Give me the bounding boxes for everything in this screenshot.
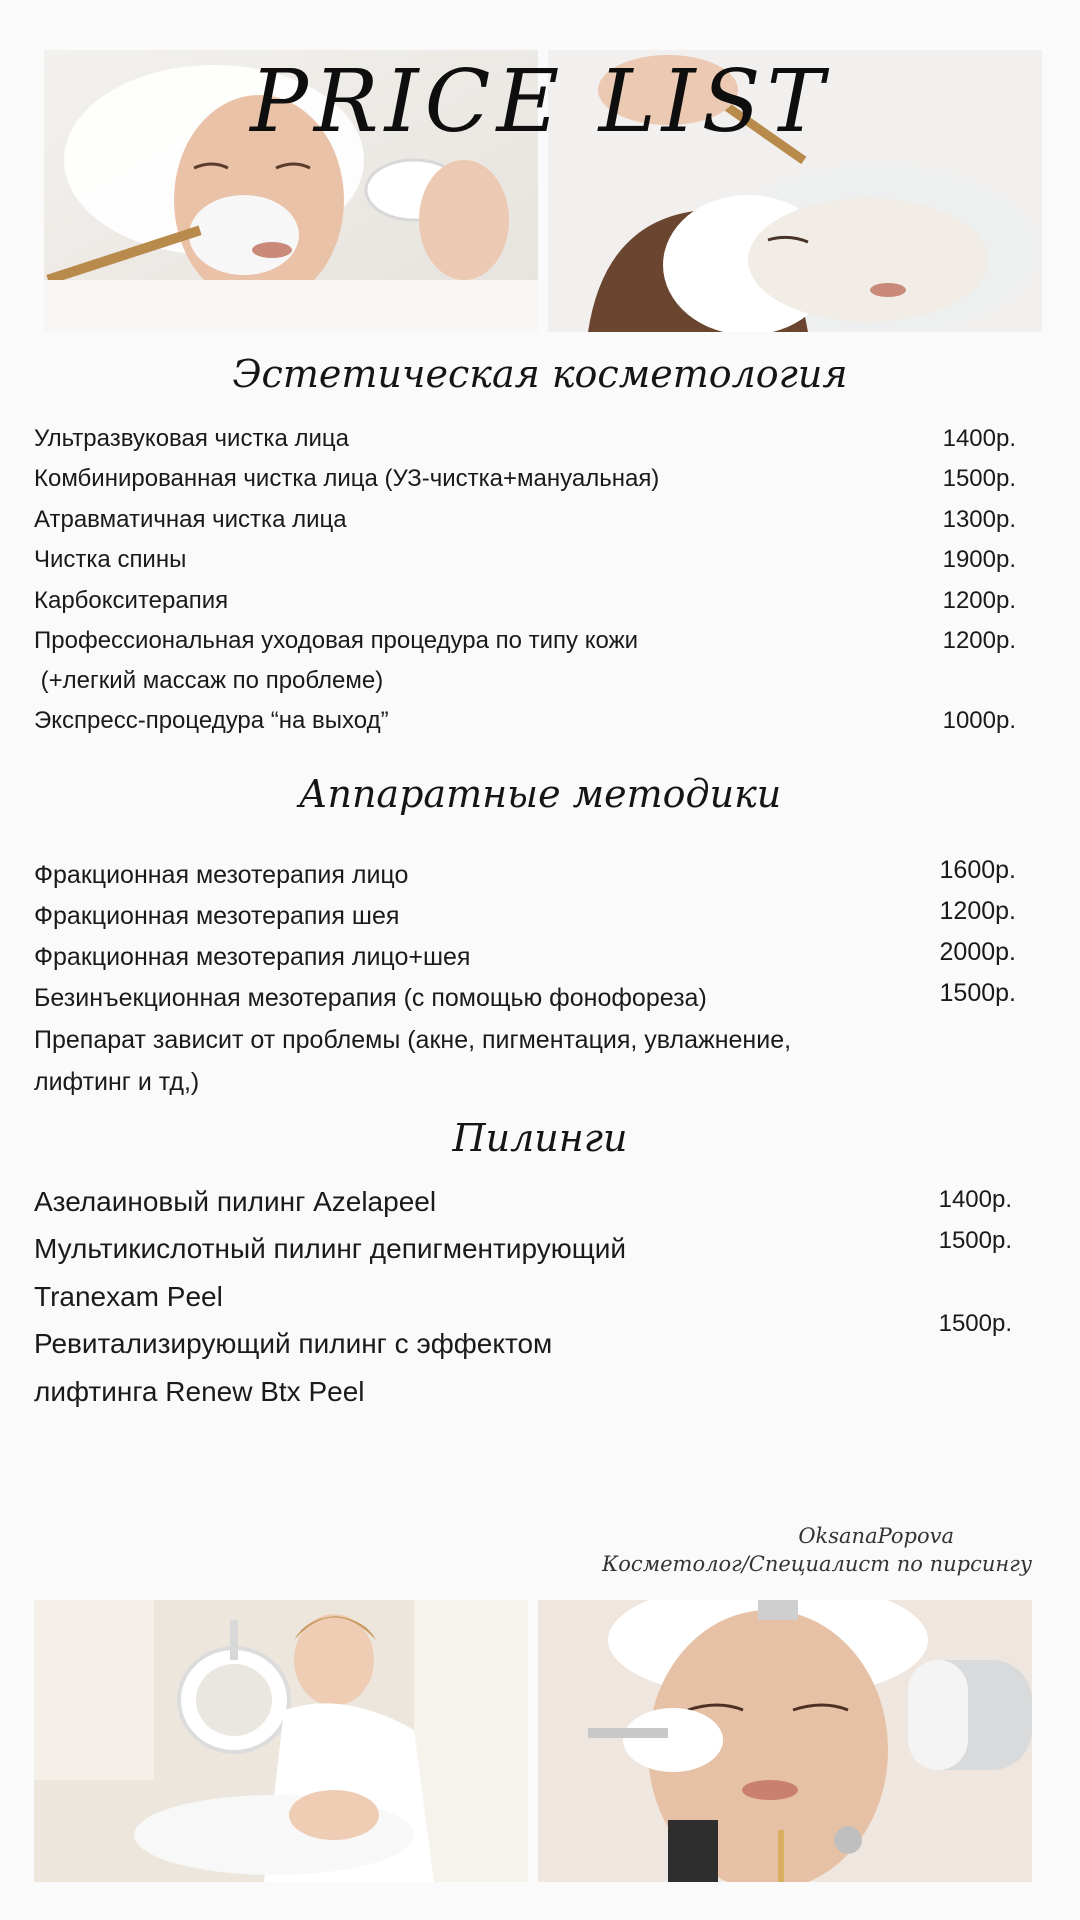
item-name: Карбокситерапия (34, 587, 229, 614)
item-price: 1200р. (942, 627, 1016, 654)
item-name: Фракционная мезотерапия лицо (34, 861, 409, 889)
item-name: (+легкий массаж по проблеме) (34, 667, 384, 694)
facial-device-treatment-photo (538, 1600, 1032, 1882)
item-price: 1200р. (942, 587, 1016, 614)
item-name: Фракционная мезотерапия шея (34, 902, 400, 930)
item-price: 1500р. (938, 1310, 1012, 1337)
page-title: PRICE LIST (250, 52, 830, 152)
cosmetologist-with-lamp-photo (34, 1600, 528, 1882)
item-price: 1500р. (938, 1227, 1012, 1254)
item-name: Профессиональная уходовая процедура по типу кожи (34, 627, 639, 654)
item-name: Фракционная мезотерапия лицо+шея (34, 943, 471, 971)
item-price: 2000р. (939, 938, 1016, 966)
section-title-hardware: Аппаратные методики (298, 772, 782, 816)
item-name: Ультразвуковая чистка лица (34, 425, 349, 452)
item-name: Мультикислотный пилинг депигментирующий (34, 1233, 627, 1264)
signature-name: OksanaPopova (798, 1524, 954, 1548)
item-price: 1900р. (942, 546, 1016, 573)
item-price: 1500р. (942, 465, 1016, 492)
item-price: 1000р. (942, 707, 1016, 734)
item-name: Ревитализирующий пилинг с эффектом (34, 1328, 553, 1359)
note-line: лифтинг и тд,) (34, 1068, 200, 1096)
item-name: Атравматичная чистка лица (34, 506, 347, 533)
note-line: Препарат зависит от проблемы (акне, пигментация, увлажнение, (34, 1026, 792, 1054)
item-name: Экспресс-процедура “на выход” (34, 707, 389, 734)
item-name: Азелаиновый пилинг Azelapeel (34, 1186, 437, 1217)
signature-role: Косметолог/Специалист по пирсингу (602, 1552, 1032, 1576)
item-price: 1400р. (942, 425, 1016, 452)
item-name: Комбинированная чистка лица (УЗ-чистка+мануальная) (34, 465, 660, 492)
item-name: Безинъекционная мезотерапия (с помощью фонофореза) (34, 984, 707, 1012)
item-price: 1600р. (939, 856, 1016, 884)
item-price: 1400р. (938, 1186, 1012, 1213)
item-price: 1200р. (939, 897, 1016, 925)
section-title-aesthetic: Эстетическая косметология (232, 352, 848, 396)
item-name: Чистка спины (34, 546, 187, 573)
item-price: 1500р. (939, 979, 1016, 1007)
section-title-peels: Пилинги (452, 1116, 628, 1160)
item-name: Tranexam Peel (34, 1281, 223, 1312)
item-price: 1300р. (942, 506, 1016, 533)
item-name: лифтинга Renew Btx Peel (34, 1376, 365, 1407)
